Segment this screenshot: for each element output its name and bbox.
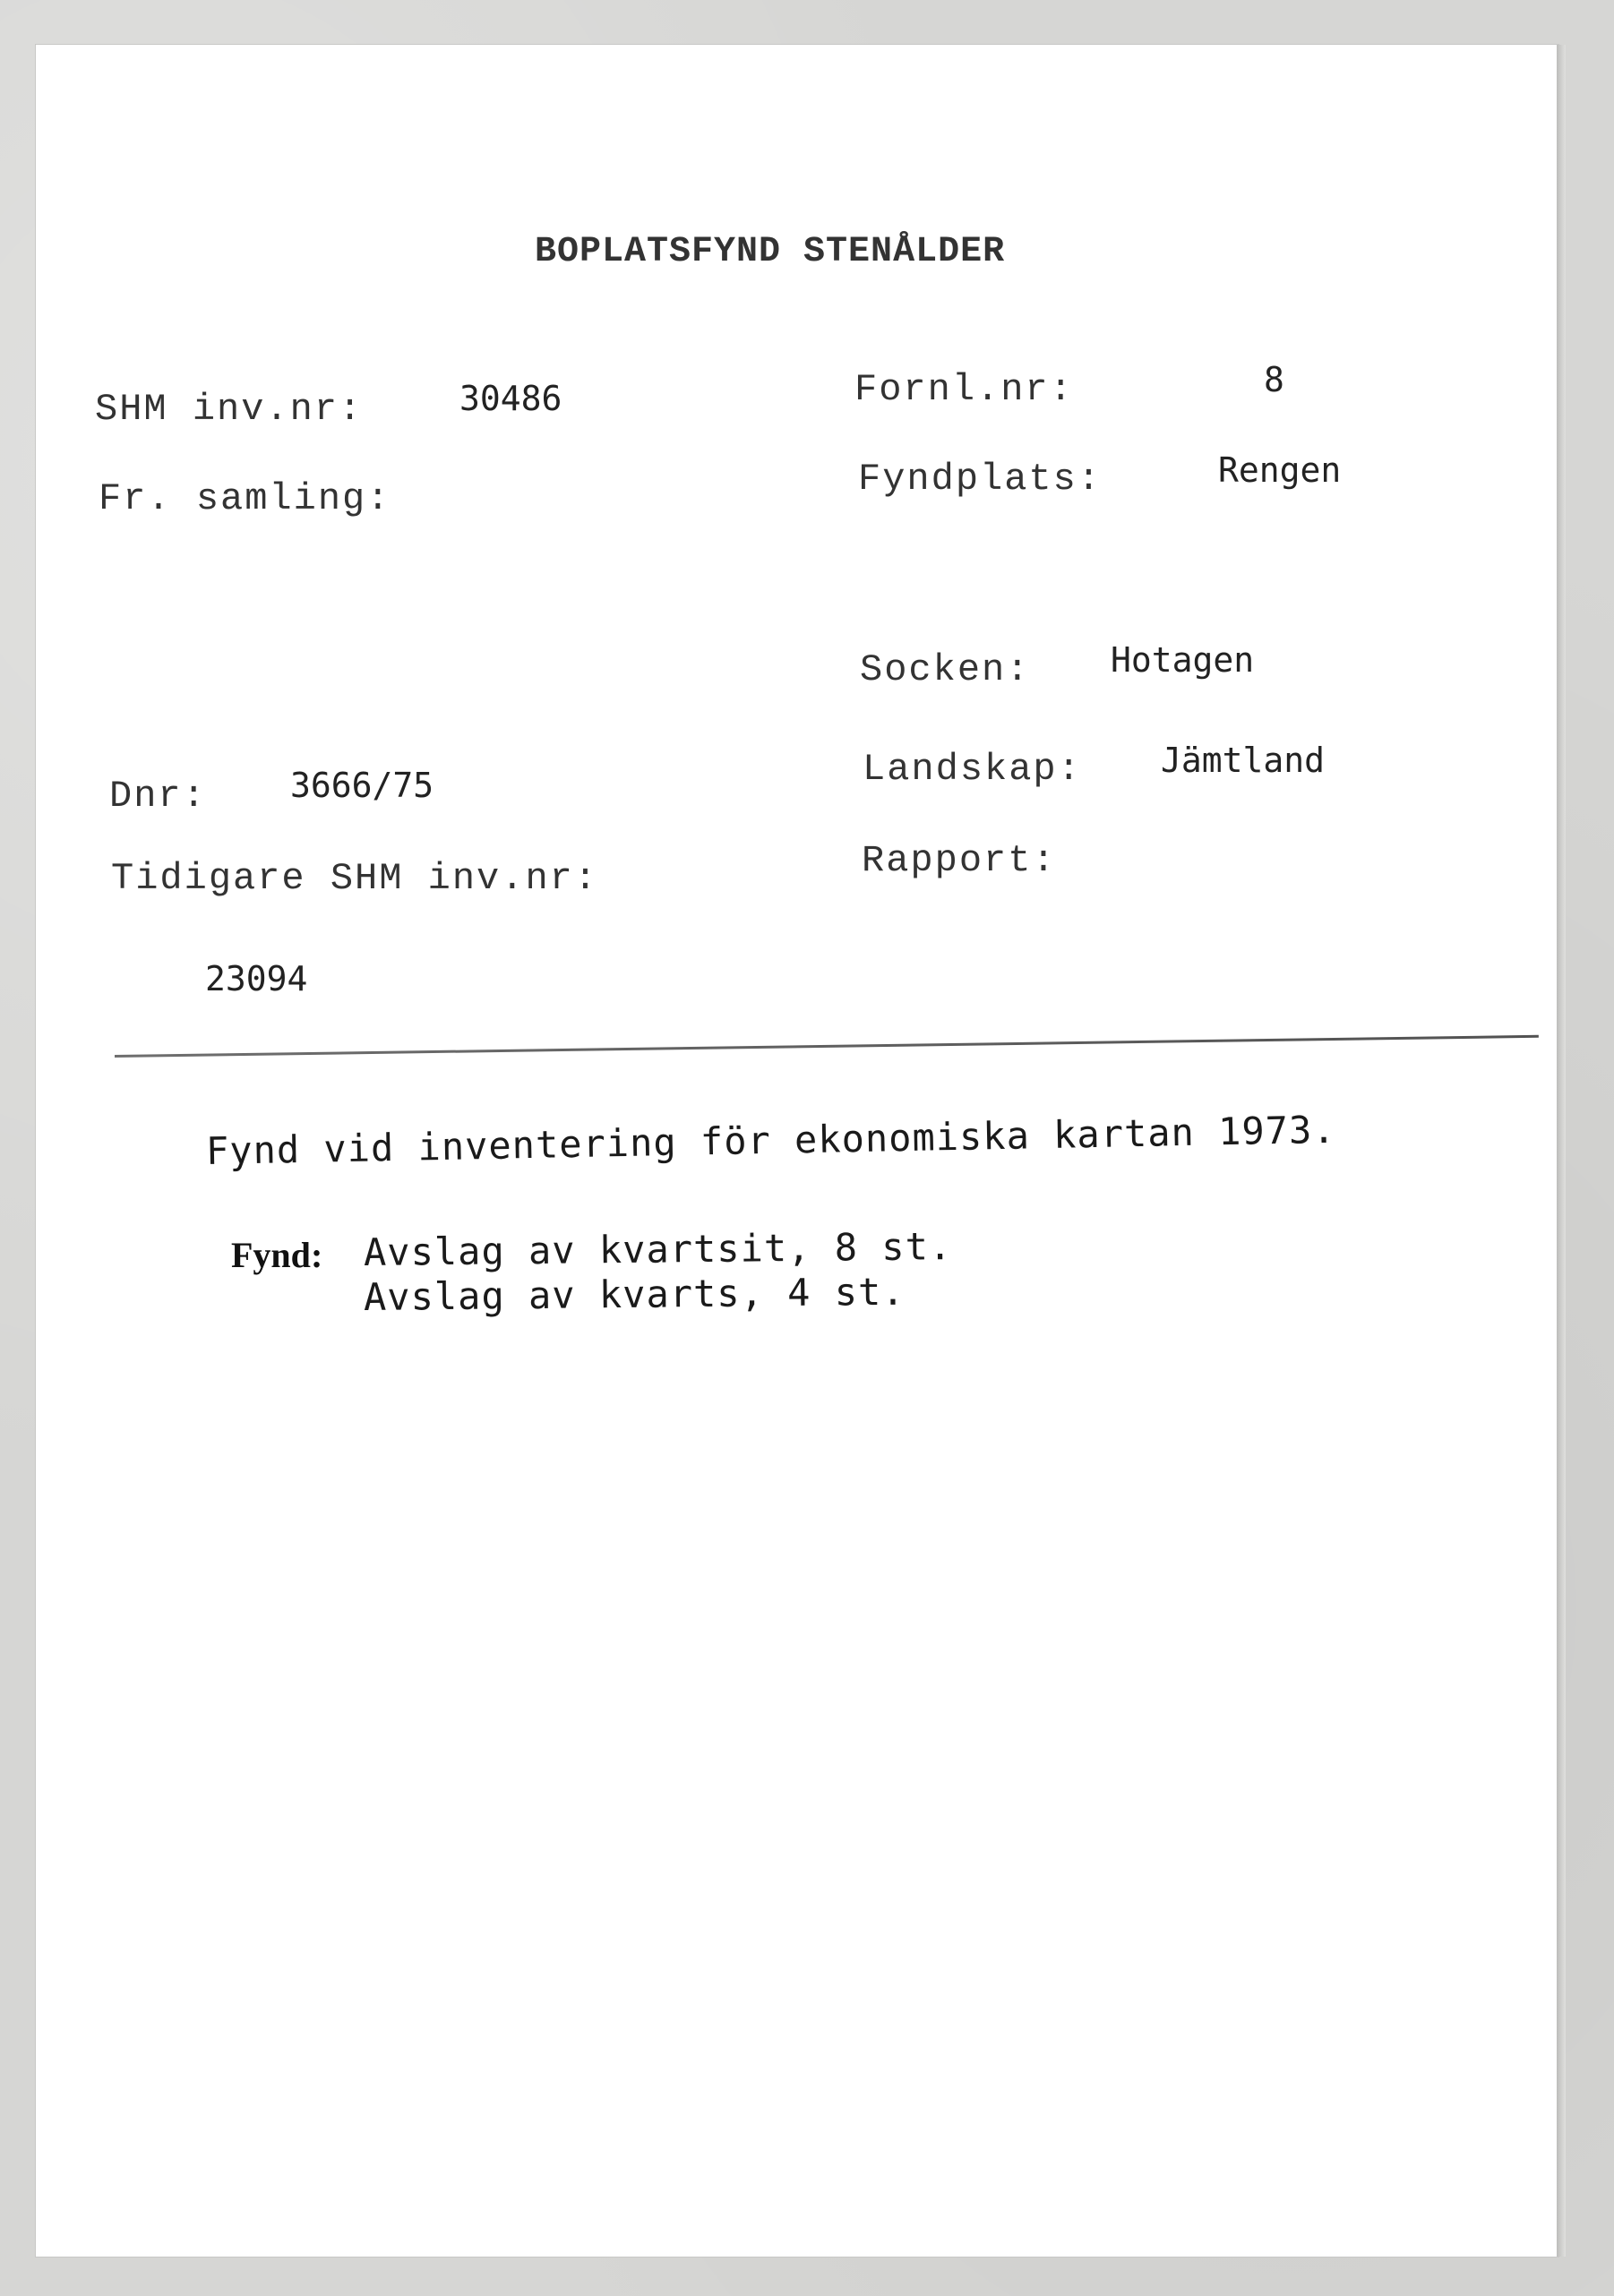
- fynd-item: Avslag av kvarts, 4 st.: [363, 1269, 906, 1319]
- fr-samling-label: Fr. samling:: [99, 477, 391, 520]
- dnr-value: 3666/75: [290, 766, 434, 805]
- fynd-label: [231, 1235, 323, 1275]
- fynd-item: Avslag av kvartsit, 8 st.: [363, 1224, 953, 1274]
- shm-inv-nr-label: SHM inv.nr:: [95, 388, 364, 431]
- fornl-nr-label: Fornl.nr:: [854, 368, 1074, 411]
- fornl-nr-value: 8: [1264, 360, 1284, 399]
- shm-inv-nr-value: 30486: [459, 379, 562, 418]
- dnr-label: Dnr:: [109, 775, 207, 818]
- description-text: Fynd vid inventering för ekonomiska kartan 1973.: [205, 1107, 1336, 1173]
- socken-label: Socken:: [860, 648, 1031, 691]
- fyndplats-label: Fyndplats:: [858, 458, 1103, 501]
- landskap-value: Jämtland: [1161, 741, 1326, 780]
- socken-value: Hotagen: [1111, 640, 1255, 680]
- fyndplats-value: Rengen: [1218, 450, 1342, 490]
- tidigare-shm-label: Tidigare SHM inv.nr:: [111, 857, 599, 900]
- fynd-label-colon: :: [310, 1235, 323, 1275]
- card-title: BOPLATSFYND STENÅLDER: [535, 232, 1006, 272]
- card-edge: [1557, 45, 1566, 2257]
- rapport-label: Rapport:: [862, 839, 1057, 882]
- fynd-label-text: Fynd: [231, 1235, 311, 1275]
- tidigare-shm-value: 23094: [205, 959, 308, 998]
- landskap-label: Landskap:: [863, 748, 1082, 791]
